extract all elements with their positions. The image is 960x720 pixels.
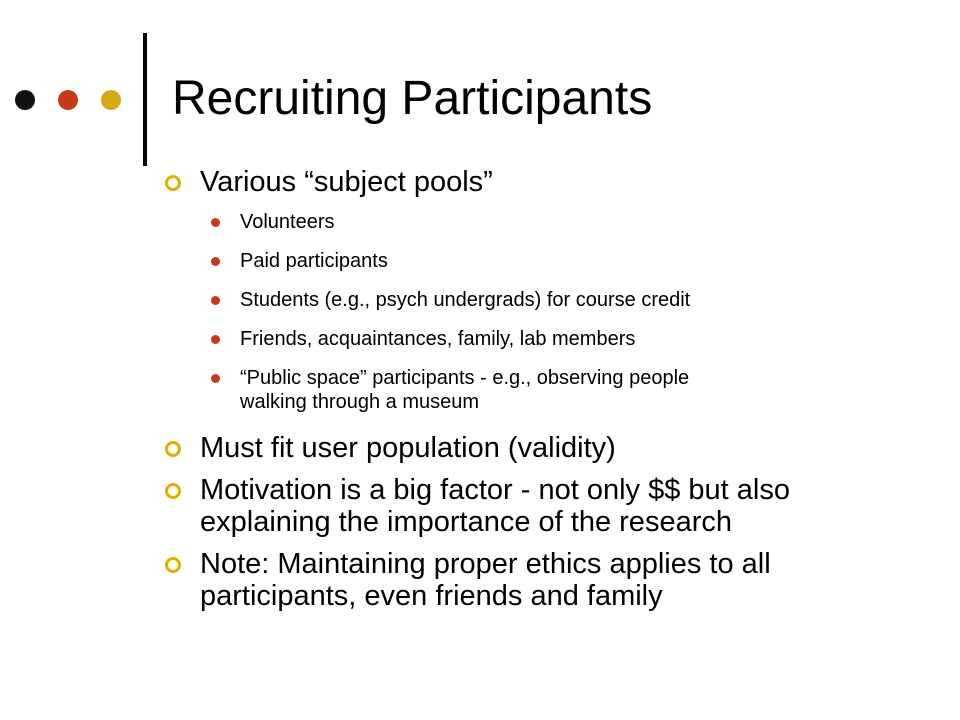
sub-bullet-text: Friends, acquaintances, family, lab members — [240, 328, 636, 350]
bullet-subject-pools — [160, 166, 930, 198]
filled-circle-icon — [211, 218, 220, 227]
sub-bullet-text-line1: “Public space” participants - e.g., observing people — [240, 367, 690, 389]
sub-bullet-students — [160, 288, 930, 312]
bullet-text-line1: Motivation is a big factor - not only $$ but also — [200, 474, 790, 506]
bullet-ethics — [160, 548, 930, 612]
sub-bullet-public-space — [160, 366, 930, 414]
bullet-text-line2: participants, even friends and family — [200, 580, 663, 612]
bullet-text-line2: explaining the importance of the research — [200, 506, 732, 538]
sub-bullet-friends — [160, 327, 930, 351]
sub-bullet-paid — [160, 249, 930, 273]
filled-circle-icon — [211, 335, 220, 344]
sub-bullet-text: Students (e.g., psych undergrads) for course credit — [240, 289, 691, 311]
sub-bullet-volunteers — [160, 210, 930, 234]
bullet-text: Must fit user population (validity) — [200, 432, 616, 464]
slide-title: Recruiting Participants — [172, 72, 653, 125]
black-dot-icon — [15, 90, 35, 110]
ring-icon — [165, 441, 181, 457]
sub-bullet-text: Volunteers — [240, 211, 335, 233]
bullet-motivation — [160, 474, 930, 538]
filled-circle-icon — [211, 257, 220, 266]
bullet-user-population — [160, 432, 930, 464]
filled-circle-icon — [211, 296, 220, 305]
ring-icon — [165, 557, 181, 573]
gold-dot-icon — [101, 90, 121, 110]
bullet-text: Various “subject pools” — [200, 166, 493, 198]
title-divider — [143, 33, 147, 166]
ring-icon — [165, 175, 181, 191]
sub-bullet-text-line2: walking through a museum — [240, 391, 480, 413]
ring-icon — [165, 483, 181, 499]
filled-circle-icon — [211, 374, 220, 383]
bullet-text-line1: Note: Maintaining proper ethics applies to all — [200, 548, 771, 580]
sub-bullet-text: Paid participants — [240, 250, 388, 272]
red-dot-icon — [58, 90, 78, 110]
slide-body — [160, 166, 930, 612]
